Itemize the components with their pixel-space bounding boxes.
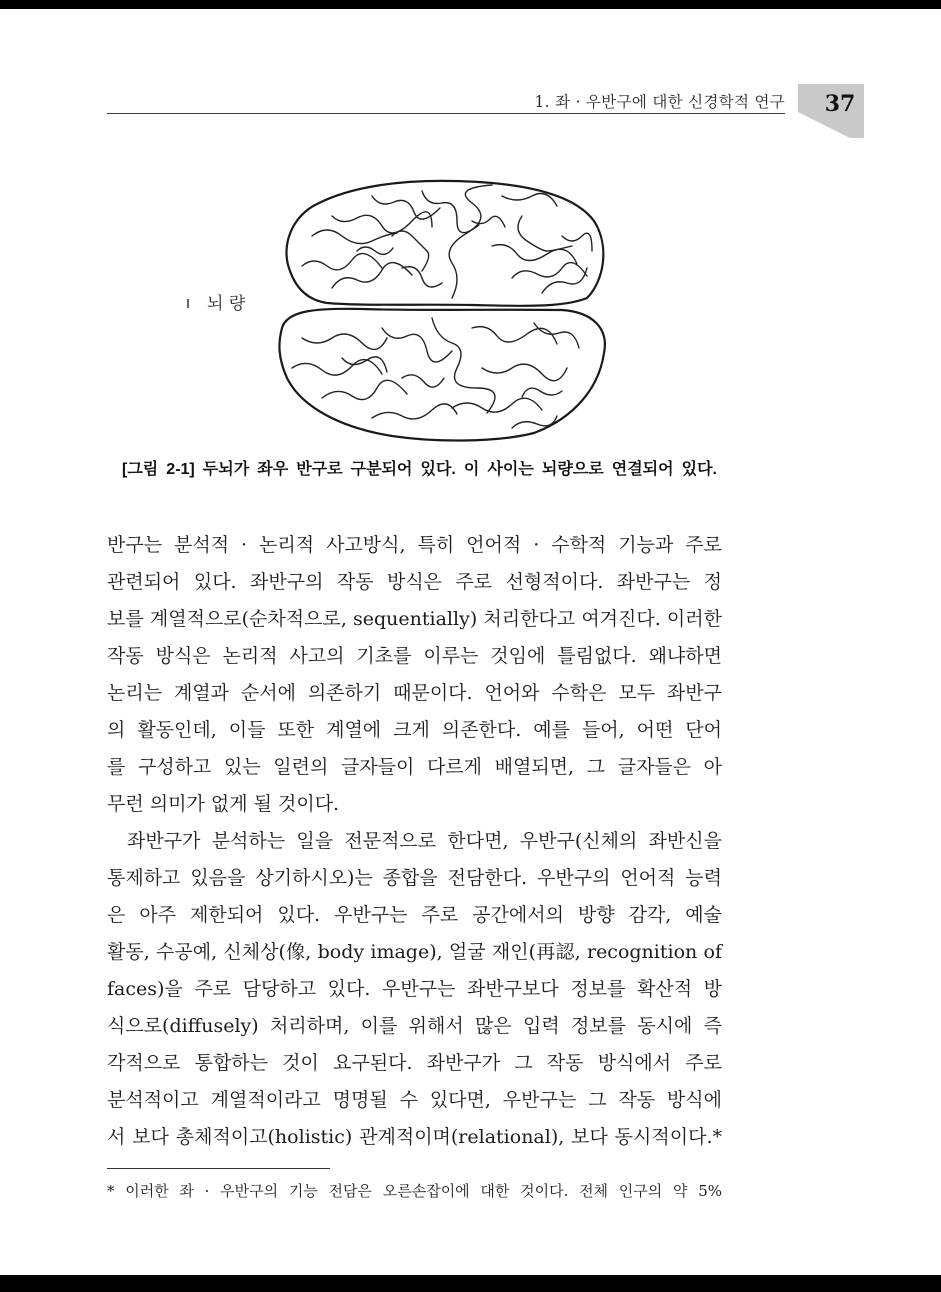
text-line: 보를 계열적으로(순차적으로, sequentially) 처리한다고 여겨진다. 이러한	[107, 608, 722, 630]
brain-illustration	[272, 176, 617, 446]
text-line: 은 아주 제한되어 있다. 우반구는 주로 공간에서의 방향 감각, 예술	[107, 904, 722, 926]
text-line: 좌반구가 분석하는 일을 전문적으로 한다면, 우반구(신체의 좌반신을	[127, 830, 722, 852]
running-header-title: 1. 좌 · 우반구에 대한 신경학적 연구	[534, 93, 785, 111]
text-line: faces)을 주로 담당하고 있다. 우반구는 좌반구보다 정보를 확산적 방	[107, 978, 722, 1000]
scan-border-top	[0, 0, 941, 9]
paragraph	[107, 823, 722, 1156]
footnote: * 이러한 좌 · 우반구의 기능 전담은 오른손잡이에 대한 것이다. 전체 인구의 약 5%	[107, 1182, 722, 1200]
text-line: 작동 방식은 논리적 사고의 기초를 이루는 것임에 틀림없다. 왜냐하면	[107, 645, 722, 667]
text-line: 서 보다 총체적이고(holistic) 관계적이며(relational), 보다 동시적이다.*	[107, 1126, 722, 1148]
upper-hemisphere	[286, 181, 603, 306]
text-line: 식으로(diffusely) 처리하며, 이를 위해서 많은 입력 정보를 동시에 즉	[107, 1015, 722, 1037]
text-line: 분석적이고 계열적이라고 명명될 수 있다면, 우반구는 그 작동 방식에	[107, 1089, 722, 1111]
lower-hemisphere	[279, 309, 604, 441]
footnote-rule	[107, 1168, 330, 1169]
header-rule	[107, 113, 785, 114]
text-line: 의 활동인데, 이들 또한 계열에 크게 의존한다. 예를 들어, 어떤 단어	[107, 719, 722, 741]
text-line: 각적으로 통합하는 것이 요구된다. 좌반구가 그 작동 방식에서 주로	[107, 1052, 722, 1074]
text-line: 통제하고 있음을 상기하시오)는 종합을 전담한다. 우반구의 언어적 능력	[107, 867, 722, 889]
text-line: 를 구성하고 있는 일련의 글자들이 다르게 배열되면, 그 글자들은 아	[107, 756, 722, 778]
figure-caption: [그림 2-1] 두뇌가 좌우 반구로 구분되어 있다. 이 사이는 뇌량으로 연결되어 있다.	[122, 461, 717, 478]
scan-border-bottom	[0, 1275, 941, 1292]
figure-label-corpus-callosum: 뇌 량	[207, 294, 246, 314]
body-text	[107, 527, 722, 1156]
text-line: 관련되어 있다. 좌반구의 작동 방식은 주로 선형적이다. 좌반구는 정	[107, 571, 722, 593]
text-line: 논리는 계열과 순서에 의존하기 때문이다. 언어와 수학은 모두 좌반구	[107, 682, 722, 704]
paragraph	[107, 527, 722, 823]
text-line: 활동, 수공예, 신체상(像, body image), 얼굴 재인(再認, recognition of	[107, 941, 722, 963]
label-pointer-tick	[187, 299, 189, 308]
text-line: 반구는 분석적 · 논리적 사고방식, 특히 언어적 · 수학적 기능과 주로	[107, 534, 722, 556]
page-number: 37	[824, 91, 856, 117]
text-line: 무런 의미가 없게 될 것이다.	[107, 793, 340, 815]
